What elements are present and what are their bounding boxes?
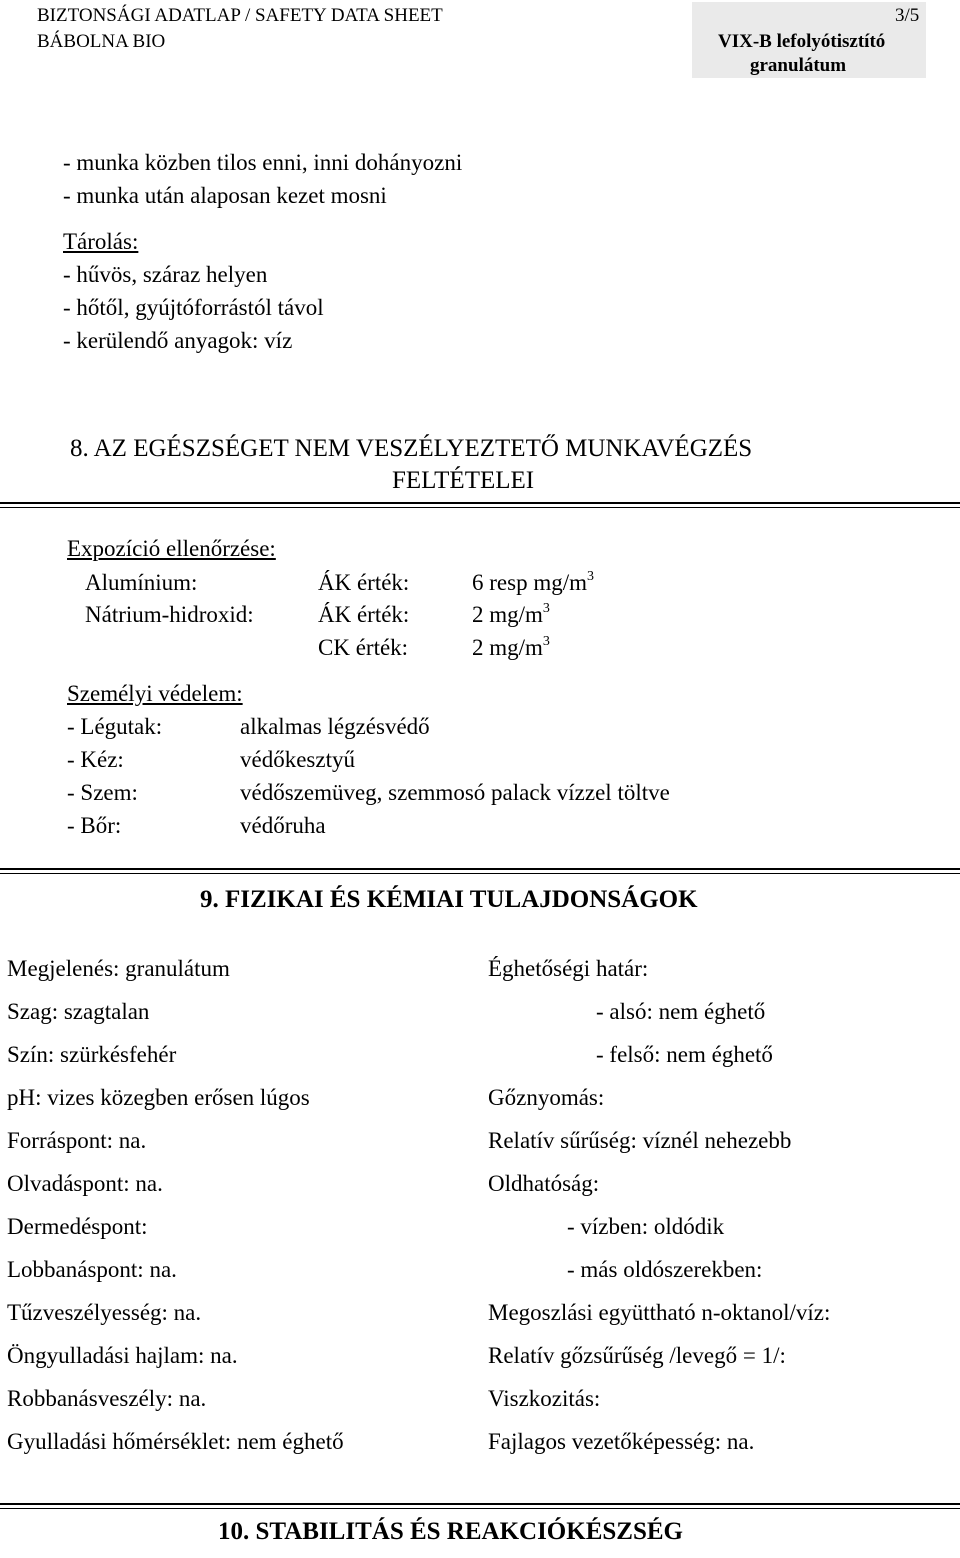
header-page-number: 3/5 — [895, 5, 920, 26]
exposure-limit-value: 6 resp $mg/m^3$ — [472, 569, 594, 595]
section8-title-cont: FELTÉTELEI — [392, 467, 535, 494]
storage-line: - hőtől, gyújtóforrástól távol — [63, 295, 324, 320]
handling-line: - munka után alaposan kezet mosni — [63, 183, 387, 208]
header-company: BÁBOLNA BIO — [37, 31, 166, 52]
section8-title: 8. AZ EGÉSZSÉGET NEM VESZÉLYEZTETŐ MUNKAVÉGZÉS — [70, 435, 753, 462]
property-item: Dermedéspont: — [7, 1214, 148, 1239]
property-item: Tűzveszélyesség: na. — [7, 1300, 202, 1325]
exposure-limit-value: 2 $mg/m^3$ — [472, 634, 550, 660]
exposure-limit-type: CK érték: — [318, 635, 409, 660]
header-doc-type: BIZTONSÁGI ADATLAP / SAFETY DATA SHEET — [37, 5, 443, 26]
storage-line: - kerülendő anyagok: víz — [63, 328, 293, 353]
property-item: - vízben: oldódik — [567, 1214, 725, 1239]
handling-line: - munka közben tilos enni, inni dohányozni — [63, 150, 463, 175]
personal-protection-title: Személyi védelem: — [67, 681, 243, 706]
protection-value: védőszemüveg, szemmosó palack vízzel töltve — [240, 780, 670, 805]
protection-value: védőkesztyű — [240, 747, 355, 772]
property-item: - felső: nem éghető — [596, 1042, 773, 1067]
exposure-title: Expozíció ellenőrzése: — [67, 536, 276, 561]
property-item: Relatív sűrűség: víznél nehezebb — [488, 1128, 792, 1153]
property-item: Viszkozitás: — [488, 1386, 601, 1411]
property-item: Robbanásveszély: na. — [7, 1386, 207, 1411]
section9-rule-bottom — [0, 873, 960, 874]
section9-title: 9. FIZIKAI ÉS KÉMIAI TULAJDONSÁGOK — [200, 886, 698, 913]
protection-label: - Légutak: — [67, 714, 163, 739]
exposure-limit-value: 2 $mg/m^3$ — [472, 601, 550, 627]
storage-line: - hűvös, száraz helyen — [63, 262, 268, 287]
property-item: pH: vizes közegben erősen lúgos — [7, 1085, 310, 1110]
property-item: Olvadáspont: na. — [7, 1171, 163, 1196]
property-item: Lobbanáspont: na. — [7, 1257, 177, 1282]
exposure-substance: Alumínium: — [85, 570, 198, 595]
header-product-form: granulátum — [750, 55, 847, 76]
property-item: Szín: szürkésfehér — [7, 1042, 177, 1067]
property-item: - más oldószerekben: — [567, 1257, 763, 1282]
protection-value: védőruha — [240, 813, 326, 838]
property-item: Fajlagos vezetőképesség: na. — [488, 1429, 755, 1454]
property-item: Forráspont: na. — [7, 1128, 147, 1153]
protection-value: alkalmas légzésvédő — [240, 714, 430, 739]
property-item: Szag: szagtalan — [7, 999, 150, 1024]
section8-rule-bottom — [0, 507, 960, 508]
exposure-substance: Nátrium-hidroxid: — [85, 602, 254, 627]
header-product-name: VIX-B lefolyótisztító — [718, 31, 886, 52]
property-item: Oldhatóság: — [488, 1171, 600, 1196]
property-item: - alsó: nem éghető — [596, 999, 766, 1024]
section10-rule-bottom — [0, 1508, 960, 1509]
section10-rule-top — [0, 1503, 960, 1505]
protection-label: - Bőr: — [67, 813, 122, 838]
exposure-limit-type: ÁK érték: — [318, 602, 410, 627]
storage-title: Tárolás: — [63, 229, 139, 254]
section9-rule-top — [0, 868, 960, 870]
property-item: Megoszlási együttható n-oktanol/víz: — [488, 1300, 831, 1325]
property-item: Relatív gőzsűrűség /levegő = 1/: — [488, 1343, 786, 1368]
property-item: Gőznyomás: — [488, 1085, 605, 1110]
protection-label: - Kéz: — [67, 747, 124, 772]
property-item: Éghetőségi határ: — [488, 956, 649, 981]
property-item: Gyulladási hőmérséklet: nem éghető — [7, 1429, 344, 1454]
property-item: Megjelenés: granulátum — [7, 956, 230, 981]
section10-title: 10. STABILITÁS ÉS REAKCIÓKÉSZSÉG — [218, 1518, 683, 1545]
section8-rule-top — [0, 502, 960, 504]
exposure-limit-type: ÁK érték: — [318, 570, 410, 595]
protection-label: - Szem: — [67, 780, 138, 805]
property-item: Öngyulladási hajlam: na. — [7, 1343, 238, 1368]
